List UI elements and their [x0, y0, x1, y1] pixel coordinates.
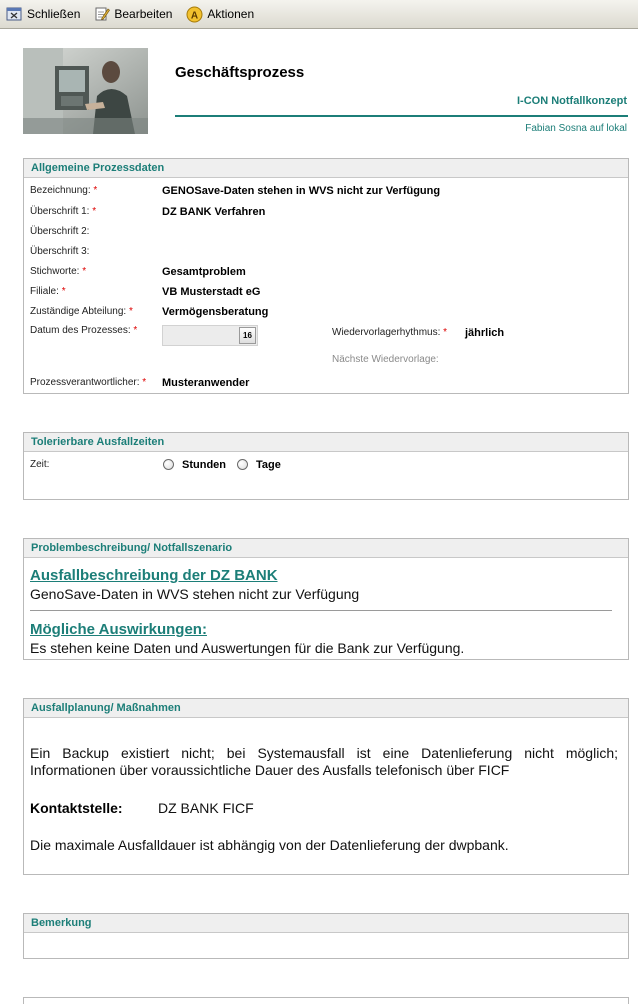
bezeichnung-label: Bezeichnung: * — [30, 185, 98, 196]
problem-divider — [30, 610, 612, 611]
edit-button[interactable] — [94, 6, 172, 22]
next-section — [23, 997, 629, 1004]
header-divider — [175, 115, 628, 117]
rhythmus-value: jährlich — [465, 327, 505, 339]
problem-section-heading: Problembeschreibung/ Notfallszenario — [24, 539, 628, 558]
actions-button[interactable] — [186, 6, 254, 23]
page-title: Geschäftsprozess — [175, 64, 305, 81]
filiale-label: Filiale: * — [30, 286, 66, 297]
remarks-section-heading: Bemerkung — [24, 914, 628, 933]
failure-description-title[interactable]: Ausfallbeschreibung der DZ BANK — [30, 567, 278, 584]
datum-label: Datum des Prozesses: * — [30, 325, 138, 336]
general-section — [23, 158, 629, 394]
planning-section — [23, 698, 629, 875]
impact-text: Es stehen keine Daten und Auswertungen für die Bank zur Verfügung. — [30, 640, 465, 656]
downtime-section — [23, 432, 629, 500]
verantwortlicher-value: Musteranwender — [162, 377, 250, 389]
zeit-label: Zeit: — [30, 459, 50, 470]
close-icon — [6, 7, 23, 21]
naechste-wiedervorlage-label: Nächste Wiedervorlage: — [332, 354, 439, 365]
abteilung-value: Vermögensberatung — [162, 306, 269, 318]
bezeichnung-value: GENOSave-Daten stehen in WVS nicht zur Verfügung — [162, 185, 441, 197]
downtime-section-heading: Tolerierbare Ausfallzeiten — [24, 433, 628, 452]
general-section-heading: Allgemeine Prozessdaten — [24, 159, 628, 178]
rhythmus-label: Wiedervorlagerhythmus: * — [332, 327, 448, 338]
verantwortlicher-label: Prozessverantwortlicher: * — [30, 377, 147, 388]
radio-stunden[interactable] — [163, 459, 174, 470]
toolbar — [0, 0, 638, 29]
problem-section — [23, 538, 629, 660]
close-button-label: Schließen — [27, 7, 81, 21]
ueberschrift2-label: Überschrift 2: — [30, 226, 90, 237]
ueberschrift1-value: DZ BANK Verfahren — [162, 206, 266, 218]
duration-text: Die maximale Ausfalldauer ist abhängig von der Datenlieferung der dwpbank. — [30, 837, 509, 853]
failure-description-text: GenoSave-Daten in WVS stehen nicht zur Verfügung — [30, 586, 360, 602]
radio-stunden-label: Stunden — [182, 459, 226, 471]
planning-section-heading: Ausfallplanung/ Maßnahmen — [24, 699, 628, 718]
radio-tage[interactable] — [237, 459, 248, 470]
header-photo — [23, 48, 148, 134]
app-name: I-CON Notfallkonzept — [517, 95, 627, 107]
planning-text: Ein Backup existiert nicht; bei Systemausfall ist eine Datenlieferung nicht möglich; Informationen über voraussichtliche Dauer des Ausfalls telefonisch über FICF — [30, 745, 618, 778]
impact-title[interactable]: Mögliche Auswirkungen: — [30, 621, 207, 638]
stichworte-label: Stichworte: * — [30, 266, 87, 277]
datum-input[interactable] — [162, 325, 258, 346]
svg-text:A: A — [191, 9, 199, 21]
actions-button-label: Aktionen — [207, 7, 255, 21]
filiale-value: VB Musterstadt eG — [162, 286, 261, 298]
ueberschrift1-label: Überschrift 1: * — [30, 206, 97, 217]
contact-label: Kontaktstelle: — [30, 800, 123, 816]
actions-icon — [186, 6, 203, 23]
ueberschrift3-label: Überschrift 3: — [30, 246, 90, 257]
edit-icon — [94, 6, 110, 22]
radio-tage-label: Tage — [256, 459, 281, 471]
close-button[interactable] — [6, 7, 80, 21]
user-info: Fabian Sosna auf lokal — [525, 123, 627, 134]
calendar-button[interactable]: 16 — [239, 327, 256, 344]
contact-value: DZ BANK FICF — [158, 800, 254, 816]
remarks-section — [23, 913, 629, 959]
stichworte-value: Gesamtproblem — [162, 266, 246, 278]
abteilung-label: Zuständige Abteilung: * — [30, 306, 133, 317]
edit-button-label: Bearbeiten — [114, 7, 173, 21]
